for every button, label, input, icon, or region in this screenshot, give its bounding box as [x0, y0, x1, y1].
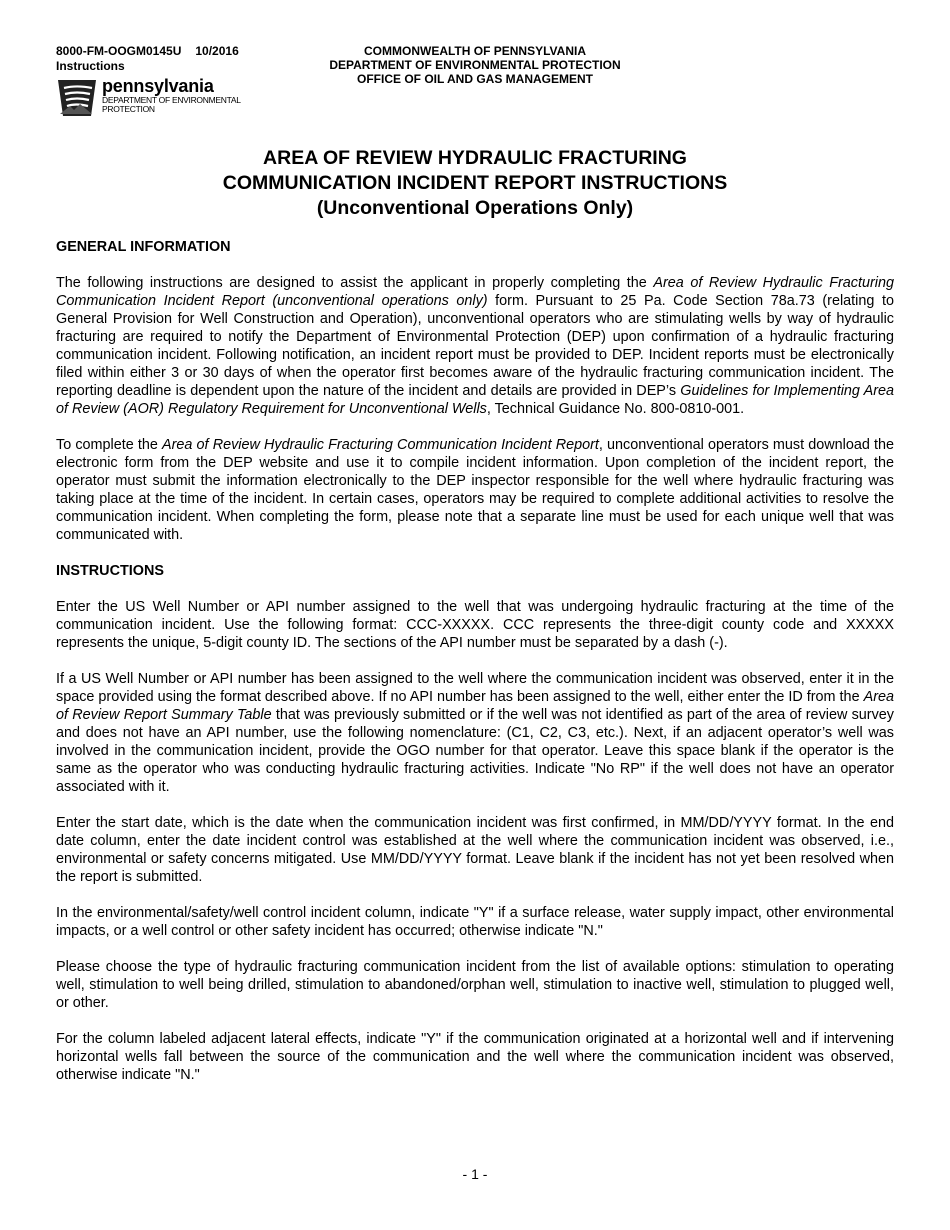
general-paragraph: The following instructions are designed to assist the applicant in properly completing the Area of Review Hydraulic Fracturing Communication Incident Report (unconventional operations only) form. Pursuant to 25 Pa. Code Section 78a.73 (relating to General Provision for Well Construction and Operation), unconventional operators who are stimulating wells by way of hydraulic fracturing are required to notify the Department of Environmental Protection (DEP) upon confirmation of a hydraulic fracturing communication incident. Following notification, an incident report must be provided to DEP. Incident reports must be electronically filed within either 3 or 30 days of when the operator first becomes aware of the hydraulic fracturing communication incident. The reporting deadline is dependent upon the nature of the incident and details are provided in DEP’s Guidelines for Implementing Area of Review (AOR) Regulatory Requirement for Unconventional Wells, Technical Guidance No. 800-0810-001.	[56, 275, 894, 417]
instruction-paragraph: Enter the US Well Number or API number assigned to the well that was undergoing hydraulic fracturing at the time of the communication incident. Use the following format: CCC-XXXXX. CCC represents the three-digit county code and XXXXX represents the unique, 5-digit county ID. The sections of the API number must be separated by a dash (-).	[56, 599, 894, 651]
form-header-left	[56, 44, 239, 74]
agency-header	[300, 44, 650, 86]
instruction-paragraph: If a US Well Number or API number has been assigned to the well where the communication incident was observed, enter it in the space provided using the format described above. If no API number has been assigned to the well, either enter the ID from the Area of Review Report Summary Table that was previously submitted or if the well was not identified as part of the area of review survey and does not have an API number, use the following nomenclature: (C1, C2, C3, etc.). Next, if an adjacent operator’s well was involved in the communication incident, provide the OGO number for that operator. Leave this space blank if the operator is the same as the operator who was conducting hydraulic fracturing activities. Indicate "No RP" if the well does not have an operator associated with it.	[56, 671, 894, 795]
title-line: AREA OF REVIEW HYDRAULIC FRACTURING	[263, 147, 687, 169]
keystone-icon	[56, 76, 98, 118]
agency-line: DEPARTMENT OF ENVIRONMENTAL PROTECTION	[329, 58, 621, 72]
form-name-italic: Area of Review Hydraulic Fracturing Communication Incident Report (unconventional operations only)	[56, 275, 894, 309]
document-title	[0, 146, 950, 221]
agency-line: COMMONWEALTH OF PENNSYLVANIA	[364, 44, 586, 58]
form-date: 10/2016	[195, 44, 239, 58]
form-id	[56, 44, 239, 59]
logo-subtitle: DEPARTMENT OF ENVIRONMENTAL PROTECTION	[102, 95, 241, 114]
instruction-paragraph: Please choose the type of hydraulic fracturing communication incident from the list of available options: stimulation to operating well, stimulation to well being drilled, stimulation to abandoned/orphan well, stimulation to inactive well, stimulation to plugged well, or other.	[56, 959, 894, 1011]
form-number: 8000-FM-OOGM0145U	[56, 44, 182, 58]
pa-dep-logo	[56, 76, 256, 120]
table-name-italic: Area of Review Report Summary Table	[56, 689, 894, 723]
general-paragraph: To complete the Area of Review Hydraulic Fracturing Communication Incident Report, unconventional operators must download the electronic form from the DEP website and use it to compile incident information. Upon completion of the incident report, the operator must submit the information electronically to the DEP inspector responsible for the well where hydraulic fracturing was taking place at the time of the incident. In certain cases, operators may be required to complete additional activities to resolve the communication incident. When completing the form, please note that a separate line must be used for each unique well that was communicated with.	[56, 437, 895, 543]
agency-line: OFFICE OF OIL AND GAS MANAGEMENT	[357, 72, 593, 86]
instruction-paragraph: For the column labeled adjacent lateral effects, indicate "Y" if the communication originated at a horizontal well and if intervening horizontal wells fall between the source of the communication and the well where the communication incident was observed, otherwise indicate "N."	[56, 1031, 894, 1083]
doc-type: Instructions	[56, 59, 125, 73]
title-line: (Unconventional Operations Only)	[316, 197, 634, 219]
page-number: - 1 -	[462, 1166, 488, 1182]
guidance-name-italic: Guidelines for Implementing Area of Review (AOR) Regulatory Requirement for Unconventional Wells	[56, 383, 894, 417]
form-name-italic: Area of Review Hydraulic Fracturing Communication Incident Report	[162, 437, 599, 453]
section-heading-general: GENERAL INFORMATION	[56, 239, 231, 255]
document-body	[56, 238, 894, 1102]
title-line: COMMUNICATION INCIDENT REPORT INSTRUCTIONS	[222, 172, 728, 194]
instruction-paragraph: In the environmental/safety/well control incident column, indicate "Y" if a surface release, water supply impact, other environmental impacts, or a well control or other safety incident has occurred; otherwise indicate "N."	[56, 905, 894, 939]
section-heading-instructions: INSTRUCTIONS	[56, 563, 164, 579]
logo-wordmark: pennsylvania	[102, 76, 214, 96]
instruction-paragraph: Enter the start date, which is the date when the communication incident was first confirmed, in MM/DD/YYYY format. In the end date column, enter the date incident control was established at the well where the communication incident was observed, i.e., environmental or safety concerns mitigated. Use MM/DD/YYYY format. Leave blank if the incident has not yet been resolved when the report is submitted.	[56, 815, 894, 885]
